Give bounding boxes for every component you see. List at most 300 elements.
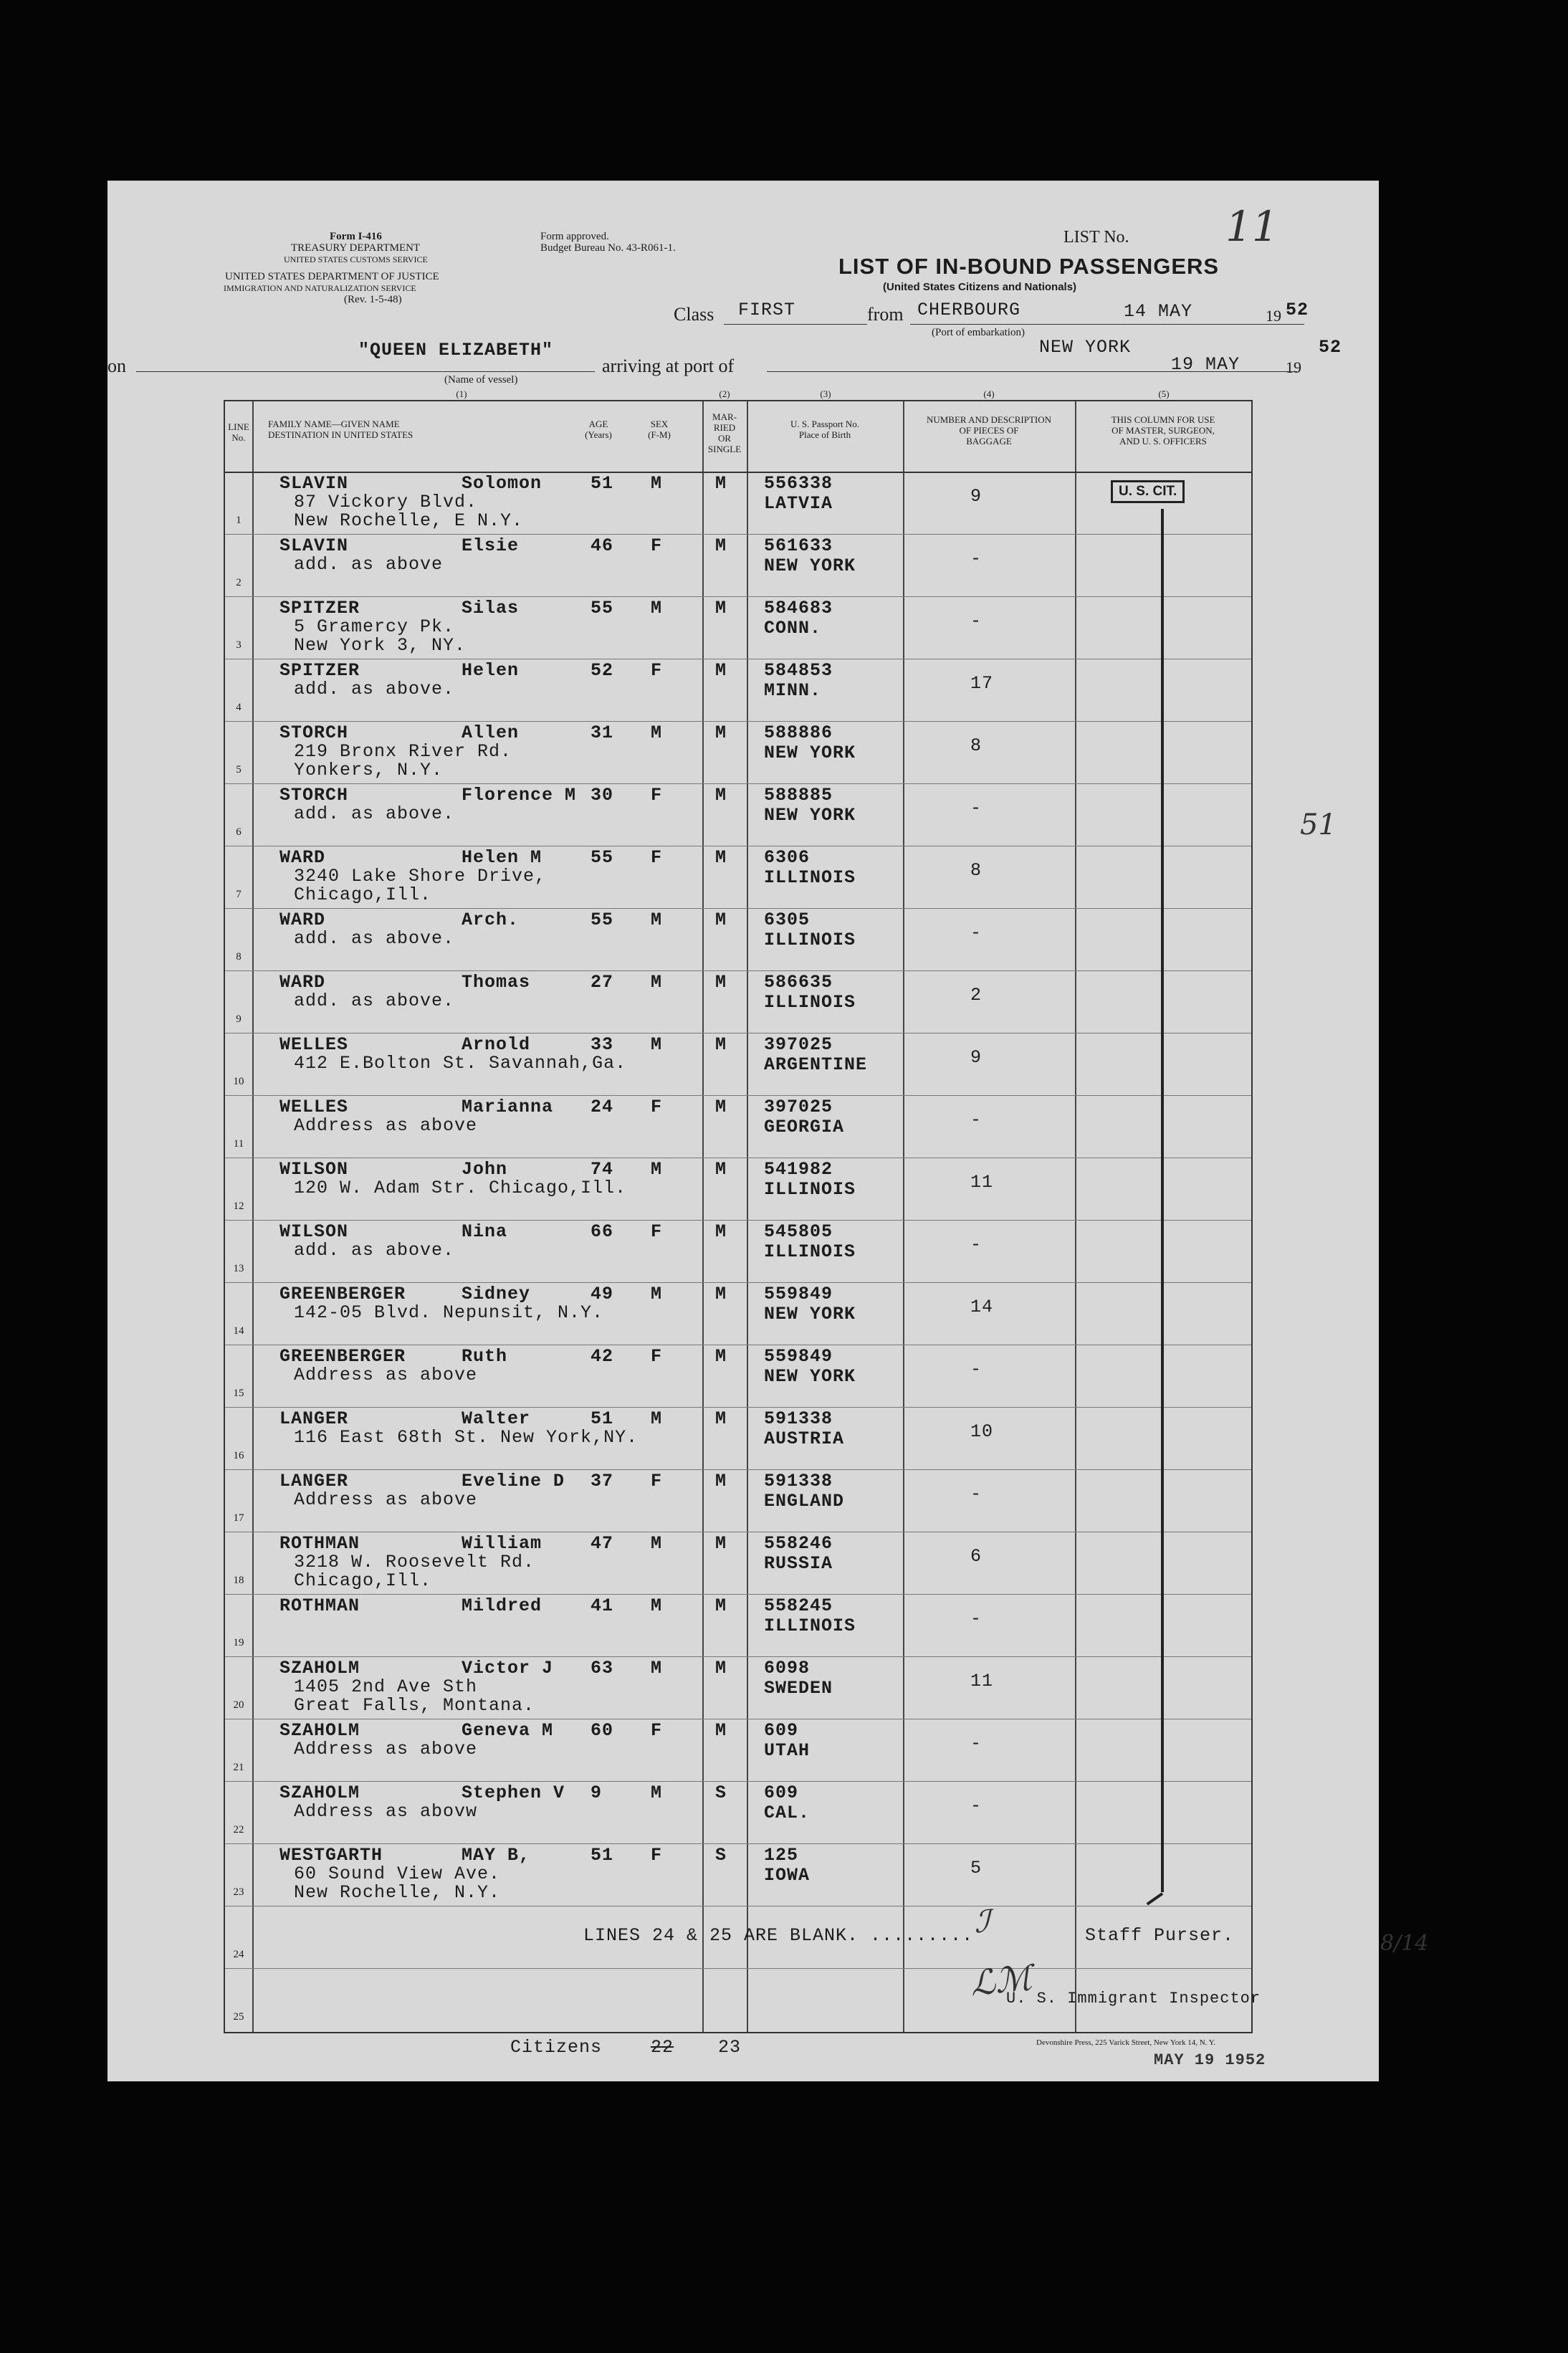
col-head-baggage: NUMBER AND DESCRIPTION OF PIECES OF BAGGAGE — [926, 414, 1052, 447]
place-of-birth: ARGENTINE — [764, 1054, 868, 1075]
baggage-count: 2 — [970, 985, 983, 1006]
line-number: 13 — [233, 1263, 244, 1274]
table-row — [225, 1656, 1251, 1719]
marital-status: M — [715, 1658, 727, 1679]
family-name: WESTGARTH — [279, 1845, 383, 1866]
line-number: 22 — [233, 1824, 244, 1836]
place-of-birth: GEORGIA — [764, 1117, 845, 1137]
list-label: LIST No. — [1063, 228, 1129, 247]
family-name: WARD — [279, 910, 326, 930]
passport-number: 591338 — [764, 1408, 833, 1429]
immigrant-inspector: U. S. Immigrant Inspector — [1006, 1990, 1261, 2008]
baggage-count: 9 — [970, 1047, 983, 1068]
table-row — [225, 472, 1251, 534]
table-row — [225, 596, 1251, 659]
passport-number: 6098 — [764, 1658, 811, 1679]
marital-status: S — [715, 1845, 727, 1866]
from-label: from — [867, 304, 904, 325]
age: 47 — [591, 1533, 614, 1554]
place-of-birth: MINN. — [764, 680, 822, 701]
address-line-1: 142-05 Blvd. Nepunsit, N.Y. — [294, 1302, 604, 1323]
baggage-count: - — [970, 1795, 983, 1816]
revision-date: (Rev. 1-5-48) — [344, 294, 402, 305]
sex: M — [651, 722, 663, 743]
address-line-1: 1405 2nd Ave Sth — [294, 1676, 478, 1697]
blank-lines-note: LINES 24 & 25 ARE BLANK. ......... — [583, 1925, 974, 1946]
embarkation-port: CHERBOURG — [917, 300, 1021, 320]
given-name: Allen — [462, 722, 520, 743]
family-name: WARD — [279, 972, 326, 993]
row-rule — [225, 1656, 1251, 1657]
sex: F — [651, 1346, 663, 1367]
col-head-sex: SEX (F-M) — [648, 419, 671, 440]
family-name: STORCH — [279, 722, 349, 743]
given-name: Marianna — [462, 1097, 554, 1117]
address-line-2: New Rochelle, N.Y. — [294, 1882, 501, 1903]
address-line-1: 219 Bronx River Rd. — [294, 741, 512, 762]
baggage-count: - — [970, 1234, 983, 1255]
col-head-officers: THIS COLUMN FOR USE OF MASTER, SURGEON, AND U. S. OFFICERS — [1111, 414, 1215, 447]
table-row — [225, 783, 1251, 846]
family-name: GREENBERGER — [279, 1346, 406, 1367]
place-of-birth: LATVIA — [764, 493, 833, 514]
table-row — [225, 1594, 1251, 1656]
sex: M — [651, 1284, 663, 1304]
table-row — [225, 1158, 1251, 1220]
passport-number: 556338 — [764, 473, 833, 494]
address-line-1: Address as above — [294, 1489, 478, 1510]
marital-status: M — [715, 1159, 727, 1180]
margin-number: 51 — [1300, 808, 1337, 841]
address-line-1: 3218 W. Roosevelt Rd. — [294, 1552, 535, 1572]
marital-status: M — [715, 473, 727, 494]
given-name: Nina — [462, 1221, 508, 1242]
address-line-1: add. as above. — [294, 679, 455, 700]
sex: F — [651, 1720, 663, 1741]
family-name: WILSON — [279, 1159, 349, 1180]
age: 51 — [591, 473, 614, 494]
line-number: 5 — [236, 764, 242, 775]
line-number: 24 — [233, 1949, 244, 1960]
given-name: William — [462, 1533, 542, 1554]
page-subtitle: (United States Citizens and Nationals) — [883, 281, 1077, 293]
row-rule — [225, 1095, 1251, 1096]
place-of-birth: ILLINOIS — [764, 992, 856, 1013]
line-number: 20 — [233, 1699, 244, 1711]
sex: F — [651, 785, 663, 806]
place-of-birth: UTAH — [764, 1740, 811, 1761]
line-number: 3 — [236, 639, 242, 651]
passport-number: 558245 — [764, 1595, 833, 1616]
sex: M — [651, 1533, 663, 1554]
address-line-2: Chicago,Ill. — [294, 884, 432, 905]
marital-status: M — [715, 1720, 727, 1741]
address-line-2: Great Falls, Montana. — [294, 1695, 535, 1716]
given-name: Solomon — [462, 473, 542, 494]
age: 46 — [591, 535, 614, 556]
age: 55 — [591, 847, 614, 868]
marital-status: M — [715, 972, 727, 993]
table-row — [225, 1345, 1251, 1407]
address-line-1: 87 Vickory Blvd. — [294, 492, 478, 512]
given-name: Walter — [462, 1408, 531, 1429]
address-line-1: add. as above — [294, 554, 444, 575]
table-row — [225, 1033, 1251, 1095]
marital-status: M — [715, 1595, 727, 1616]
row-rule — [225, 1282, 1251, 1283]
form-approved: Form approved. — [540, 231, 609, 242]
age: 52 — [591, 660, 614, 681]
given-name: Ruth — [462, 1346, 508, 1367]
baggage-count: 14 — [970, 1297, 994, 1317]
passport-number: 125 — [764, 1845, 799, 1866]
family-name: GREENBERGER — [279, 1284, 406, 1304]
baggage-count: 10 — [970, 1421, 994, 1442]
sex: F — [651, 660, 663, 681]
form-number: Form I-416 — [330, 231, 382, 242]
sex: M — [651, 598, 663, 619]
arriving-label: arriving at port of — [602, 355, 735, 376]
sex: F — [651, 1097, 663, 1117]
given-name: Mildred — [462, 1595, 542, 1616]
line-number: 1 — [236, 515, 242, 526]
sex: F — [651, 1221, 663, 1242]
sex: F — [651, 1471, 663, 1491]
table-row — [225, 534, 1251, 596]
table-row — [225, 721, 1251, 783]
place-of-birth: ENGLAND — [764, 1491, 845, 1512]
treasury-dept: TREASURY DEPARTMENT — [291, 242, 421, 254]
address-line-1: add. as above. — [294, 1240, 455, 1261]
staff-purser: Staff Purser. — [1085, 1925, 1235, 1946]
family-name: SLAVIN — [279, 535, 349, 556]
col-head-age: AGE (Years) — [585, 419, 612, 440]
row-rule — [225, 1033, 1251, 1034]
baggage-count: - — [970, 1484, 983, 1504]
address-line-1: add. as above. — [294, 928, 455, 949]
table-row — [225, 659, 1251, 721]
passport-number: 586635 — [764, 972, 833, 993]
baggage-count: - — [970, 1109, 983, 1130]
given-name: Eveline D — [462, 1471, 565, 1491]
arrival-year-prefix: 19 — [1286, 358, 1301, 376]
passport-number: 609 — [764, 1720, 799, 1741]
place-of-birth: IOWA — [764, 1865, 811, 1886]
row-rule — [225, 1220, 1251, 1221]
given-name: Geneva M — [462, 1720, 554, 1741]
given-name: Silas — [462, 598, 520, 619]
age: 33 — [591, 1034, 614, 1055]
arrival-date: 19 MAY — [1171, 354, 1240, 375]
line-number: 4 — [236, 702, 242, 713]
from-underline — [910, 324, 1304, 325]
address-line-1: Address as above — [294, 1365, 478, 1385]
given-name: MAY B, — [462, 1845, 531, 1866]
place-of-birth: AUSTRIA — [764, 1428, 845, 1449]
marital-status: M — [715, 847, 727, 868]
address-line-2: New York 3, NY. — [294, 635, 467, 656]
given-name: Arch. — [462, 910, 520, 930]
passport-number: 397025 — [764, 1097, 833, 1117]
justice-dept: UNITED STATES DEPARTMENT OF JUSTICE — [225, 271, 439, 282]
baggage-count: - — [970, 611, 983, 631]
line-number: 19 — [233, 1637, 244, 1648]
marital-status: M — [715, 1221, 727, 1242]
vessel-underline — [136, 371, 595, 372]
marital-status: M — [715, 785, 727, 806]
row-rule — [225, 908, 1251, 909]
line-number: 6 — [236, 826, 242, 838]
given-name: Helen M — [462, 847, 542, 868]
passport-number: 559849 — [764, 1346, 833, 1367]
address-line-1: 5 Gramercy Pk. — [294, 616, 455, 637]
address-line-1: Address as abovw — [294, 1801, 478, 1822]
place-of-birth: NEW YORK — [764, 743, 856, 763]
table-row — [225, 1532, 1251, 1594]
marital-status: M — [715, 1034, 727, 1055]
place-of-birth: CAL. — [764, 1803, 811, 1823]
family-name: SZAHOLM — [279, 1720, 360, 1741]
table-row — [225, 1220, 1251, 1282]
passenger-table — [224, 388, 1429, 2033]
citizens-count: 23 — [718, 2037, 742, 2058]
arriving-underline — [767, 371, 1297, 372]
passport-number: 609 — [764, 1782, 799, 1803]
baggage-count: 5 — [970, 1858, 983, 1879]
place-of-birth: ILLINOIS — [764, 1179, 856, 1200]
place-of-birth: NEW YORK — [764, 1366, 856, 1387]
sex: M — [651, 1034, 663, 1055]
line-number: 21 — [233, 1762, 244, 1773]
marital-status: M — [715, 1346, 727, 1367]
on-label: on — [107, 355, 126, 376]
age: 51 — [591, 1408, 614, 1429]
table-row — [225, 846, 1251, 908]
age: 24 — [591, 1097, 614, 1117]
row-rule — [225, 1407, 1251, 1408]
line-number: 16 — [233, 1450, 244, 1461]
age: 42 — [591, 1346, 614, 1367]
list-number: 11 — [1225, 202, 1278, 251]
family-name: LANGER — [279, 1471, 349, 1491]
line-number: 11 — [233, 1138, 244, 1150]
age: 63 — [591, 1658, 614, 1679]
age: 66 — [591, 1221, 614, 1242]
age: 51 — [591, 1845, 614, 1866]
sex: F — [651, 847, 663, 868]
baggage-count: 11 — [970, 1671, 994, 1691]
address-line-1: 3240 Lake Shore Drive, — [294, 866, 547, 887]
manifest-page — [107, 181, 1429, 2081]
passport-number: 588885 — [764, 785, 833, 806]
line-number: 14 — [233, 1325, 244, 1337]
address-line-1: 412 E.Bolton St. Savannah,Ga. — [294, 1053, 627, 1074]
passport-number: 397025 — [764, 1034, 833, 1055]
row-rule — [225, 596, 1251, 597]
family-name: WELLES — [279, 1097, 349, 1117]
col-head-passport: U. S. Passport No. Place of Birth — [790, 419, 860, 440]
table-row — [225, 908, 1251, 970]
table-row — [225, 1843, 1251, 1906]
embarkation-date: 14 MAY — [1124, 301, 1193, 322]
line-number: 17 — [233, 1512, 244, 1524]
family-name: SZAHOLM — [279, 1782, 360, 1803]
given-name: Elsie — [462, 535, 520, 556]
age: 41 — [591, 1595, 614, 1616]
address-line-1: 60 Sound View Ave. — [294, 1863, 501, 1884]
age: 37 — [591, 1471, 614, 1491]
handwritten-initials: 8/14 — [1380, 1931, 1429, 1956]
age: 74 — [591, 1159, 614, 1180]
family-name: WILSON — [279, 1221, 349, 1242]
row-rule — [225, 721, 1251, 722]
row-rule — [225, 1781, 1251, 1782]
family-name: STORCH — [279, 785, 349, 806]
marital-status: M — [715, 535, 727, 556]
address-line-1: add. as above. — [294, 991, 455, 1011]
table-row — [225, 1407, 1251, 1469]
line-number: 15 — [233, 1388, 244, 1399]
passport-number: 545805 — [764, 1221, 833, 1242]
line-number: 18 — [233, 1575, 244, 1586]
place-of-birth: NEW YORK — [764, 555, 856, 576]
age: 27 — [591, 972, 614, 993]
given-name: John — [462, 1159, 508, 1180]
sex: M — [651, 972, 663, 993]
family-name: SPITZER — [279, 660, 360, 681]
line-number: 2 — [236, 577, 242, 588]
passport-number: 591338 — [764, 1471, 833, 1491]
place-of-birth: NEW YORK — [764, 1304, 856, 1325]
marital-status: M — [715, 1471, 727, 1491]
marital-status: M — [715, 1284, 727, 1304]
sex: M — [651, 1658, 663, 1679]
baggage-count: 8 — [970, 735, 983, 756]
place-of-birth: ILLINOIS — [764, 1241, 856, 1262]
passport-number: 558246 — [764, 1533, 833, 1554]
row-rule — [225, 783, 1251, 784]
address-line-1: add. as above. — [294, 803, 455, 824]
address-line-1: Address as above — [294, 1739, 478, 1760]
class-underline — [724, 324, 867, 325]
age: 60 — [591, 1720, 614, 1741]
row-rule — [225, 534, 1251, 535]
us-cit-stamp: U. S. CIT. — [1111, 480, 1185, 503]
passport-number: 584853 — [764, 660, 833, 681]
col-number-5: (5) — [1158, 388, 1170, 399]
passport-number: 6305 — [764, 910, 811, 930]
marital-status: M — [715, 1408, 727, 1429]
col-head-married: MAR- RIED OR SINGLE — [707, 411, 742, 454]
purser-signature: ℐ — [975, 1904, 990, 1940]
row-rule — [225, 1469, 1251, 1470]
given-name: Victor J — [462, 1658, 554, 1679]
place-of-birth: ILLINOIS — [764, 1615, 856, 1636]
age: 55 — [591, 910, 614, 930]
given-name: Sidney — [462, 1284, 531, 1304]
table-row — [225, 1095, 1251, 1158]
naturalization-service: IMMIGRATION AND NATURALIZATION SERVICE — [224, 283, 416, 293]
arrival-year: 52 — [1319, 337, 1342, 358]
place-of-birth: NEW YORK — [764, 805, 856, 826]
marital-status: M — [715, 598, 727, 619]
given-name: Arnold — [462, 1034, 531, 1055]
baggage-count: 9 — [970, 486, 983, 507]
page-title: LIST OF IN-BOUND PASSENGERS — [838, 254, 1220, 279]
inspector-signature: ℒℳ — [968, 1957, 1034, 2005]
us-cit-bracket-line — [1161, 509, 1164, 1892]
passport-number: 541982 — [764, 1159, 833, 1180]
line-number: 12 — [233, 1201, 244, 1212]
line-number: 7 — [236, 889, 242, 900]
address-line-1: 116 East 68th St. New York,NY. — [294, 1427, 639, 1448]
table-row — [225, 1719, 1251, 1781]
line-number: 23 — [233, 1886, 244, 1898]
table-row — [225, 970, 1251, 1033]
address-line-2: Chicago,Ill. — [294, 1570, 432, 1591]
passport-number: 559849 — [764, 1284, 833, 1304]
table-row — [225, 1469, 1251, 1532]
date-stamp: MAY 19 1952 — [1154, 2051, 1266, 2069]
age: 55 — [591, 598, 614, 619]
col-number-1: (1) — [456, 388, 467, 399]
table-row — [225, 1282, 1251, 1345]
class-label: Class — [674, 304, 714, 325]
baggage-count: - — [970, 1608, 983, 1629]
vessel-caption: (Name of vessel) — [444, 374, 518, 386]
passport-number: 588886 — [764, 722, 833, 743]
baggage-count: 6 — [970, 1546, 983, 1567]
sex: M — [651, 910, 663, 930]
line-number: 9 — [236, 1013, 242, 1025]
embarkation-caption: (Port of embarkation) — [932, 327, 1025, 338]
given-name: Thomas — [462, 972, 531, 993]
marital-status: M — [715, 910, 727, 930]
col-number-4: (4) — [983, 388, 995, 399]
budget-bureau: Budget Bureau No. 43-R061-1. — [540, 242, 676, 254]
age: 30 — [591, 785, 614, 806]
embarkation-year-prefix: 19 — [1266, 307, 1281, 325]
printer-imprint: Devonshire Press, 225 Varick Street, New York 14, N. Y. — [1036, 2038, 1216, 2047]
family-name: ROTHMAN — [279, 1595, 360, 1616]
class-value: FIRST — [738, 300, 796, 320]
marital-status: M — [715, 722, 727, 743]
citizens-label: Citizens — [510, 2037, 603, 2058]
row-rule — [225, 1594, 1251, 1595]
age: 49 — [591, 1284, 614, 1304]
baggage-count: 17 — [970, 673, 994, 694]
given-name: Florence M — [462, 785, 577, 806]
given-name: Helen — [462, 660, 520, 681]
family-name: ROTHMAN — [279, 1533, 360, 1554]
given-name: Stephen V — [462, 1782, 565, 1803]
line-number: 8 — [236, 951, 242, 963]
col-number-2: (2) — [719, 388, 730, 399]
baggage-count: 11 — [970, 1172, 994, 1193]
col-head-line: LINE No. — [228, 421, 249, 443]
place-of-birth: ILLINOIS — [764, 867, 856, 888]
sex: M — [651, 1159, 663, 1180]
table-row — [225, 1781, 1251, 1843]
marital-status: M — [715, 1533, 727, 1554]
passport-number: 6306 — [764, 847, 811, 868]
sex: M — [651, 473, 663, 494]
sex: M — [651, 1408, 663, 1429]
baggage-count: - — [970, 798, 983, 818]
age: 9 — [591, 1782, 603, 1803]
family-name: SLAVIN — [279, 473, 349, 494]
sex: M — [651, 1595, 663, 1616]
